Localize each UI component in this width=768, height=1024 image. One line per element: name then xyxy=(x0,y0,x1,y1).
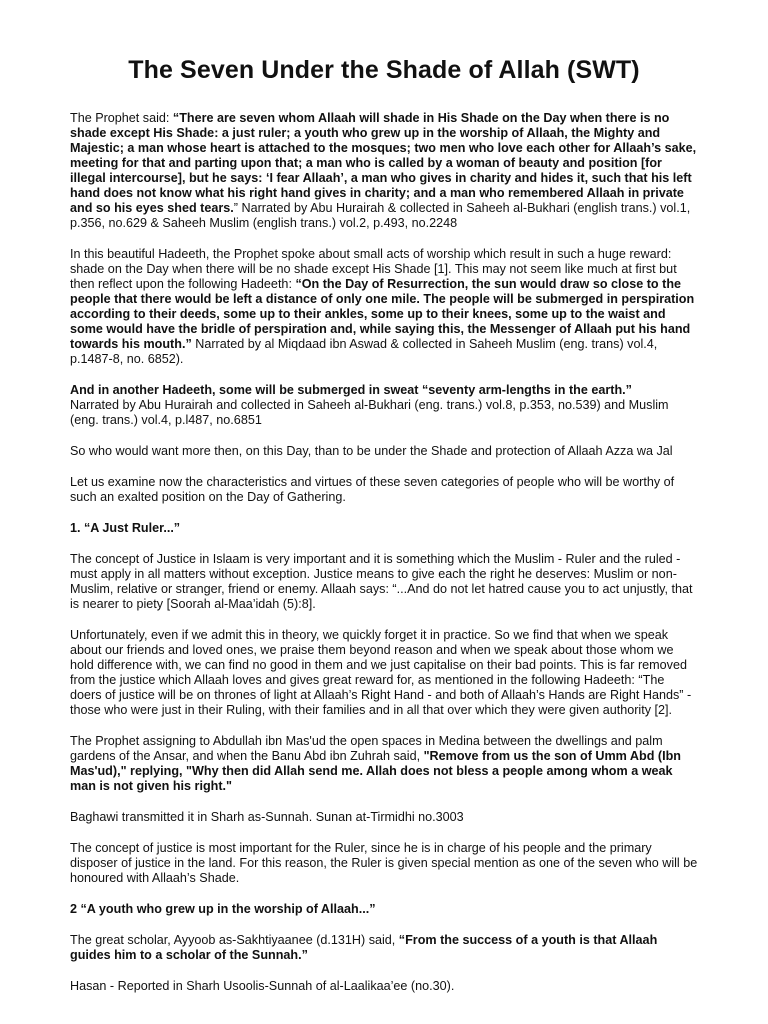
paragraph-ayyoob xyxy=(70,933,698,963)
paragraph-justice-concept: The concept of Justice in Islaam is very important and it is something which the Muslim - Ruler and the ruled - must apply in all matters without exception. Justice means to give each the right he deserves: Muslim or non-Muslim, relative or stranger, friend or enemy. Allaah says: “...And do not let hatred cause you to act unjustly, that is nearer to piety [Soorah al-Maa’idah (5):8]. xyxy=(70,552,693,611)
paragraph-shade-protection: So who would want more then, on this Day, than to be under the Shade and protection of Allaah Azza wa Jal xyxy=(70,444,673,458)
document-title: The Seven Under the Shade of Allah (SWT) xyxy=(128,56,640,84)
paragraph-hadith-seven xyxy=(70,111,698,231)
hadith-quote: “On the Day of Resurrection, the sun would draw so close to the people that there would be left a distance of only one mile. The people will be submerged in perspiration according to their deeds, some up to their ankles, some up to their knees, some up to the waist and some would have the bridle of perspiration and, while saying this, the Messenger of Allaah put his hand towards his mouth.” xyxy=(70,277,695,351)
section-heading-youth: 2 “A youth who grew up in the worship of Allaah...” xyxy=(70,902,376,916)
hadith-reference: Narrated by al Miqdaad ibn Aswad & collected in Saheeh Muslim (eng. trans) vol.4, p.1487-8, no. 6852). xyxy=(70,337,658,366)
hadith-quote: “There are seven whom Allaah will shade in His Shade on the Day when there is no shade except His Shade: a just ruler; a youth who grew up in the worship of Allaah, the Mighty and Majestic; a man whose heart is attached to the mosques; two men who love each other for Allaah’s sake, meeting for that and parting upon that; a man who is called by a woman of beauty and position [for illegal intercourse], but he says: ‘I fear Allaah’, a man who gives in charity and hides it, such that his left hand does not know what his right hand gives in charity; and a man who remembered Allaah in private and so his eyes shed tears. xyxy=(70,111,697,215)
paragraph-resurrection xyxy=(70,247,698,367)
paragraph-baghawi: Baghawi transmitted it in Sharh as-Sunnah. Sunan at-Tirmidhi no.3003 xyxy=(70,810,464,824)
section-heading-just-ruler: 1. “A Just Ruler...” xyxy=(70,521,181,535)
paragraph-intro: The Prophet said: xyxy=(70,111,173,125)
paragraph-intro: The Prophet assigning to Abdullah ibn Mas'ud the open spaces in Medina between the dwellings and palm gardens of the Ansar, and when the Banu Abd ibn Zuhrah said, xyxy=(70,734,663,763)
paragraph-examine: Let us examine now the characteristics and virtues of these seven categories of people who will be worthy of such an exalted position on the Day of Gathering. xyxy=(70,475,675,504)
hadith-reference: Narrated by Abu Hurairah and collected in Saheeh al-Bukhari (eng. trans.) vol.8, p.353, no.539) and Muslim (eng. trans.) vol.4, p.l487, no.6851 xyxy=(70,398,669,427)
hadith-quote: And in another Hadeeth, some will be submerged in sweat “seventy arm-lengths in the earth.” xyxy=(70,383,632,397)
paragraph-intro: The great scholar, Ayyoob as-Sakhtiyaanee (d.131H) said, xyxy=(70,933,399,947)
hadith-reference: ” Narrated by Abu Hurairah & collected in Saheeh al-Bukhari (english trans.) vol.1, p.356, no.629 & Saheeh Muslim (english trans.) vol.2, p.493, no.2248 xyxy=(70,201,691,230)
paragraph-unfortunately: Unfortunately, even if we admit this in theory, we quickly forget it in practice. So we find that when we speak about our friends and loved ones, we praise them beyond reason and when we speak about those whom we hold difference with, we can find no good in them and we just capitalise on their bad points. This is far removed from the justice which Allaah loves and gives great reward for, as mentioned in the following Hadeeth: “The doers of justice will be on thrones of light at Allaah’s Right Hand - and both of Allaah’s Hands are Right Hands” - those who were just in their Ruling, with their families and in all that over which they were given authority [2]. xyxy=(70,628,692,717)
paragraph-ruler-importance: The concept of justice is most important for the Ruler, since he is in charge of his people and the primary disposer of justice in the land. For this reason, the Ruler is given special mention as one of the seven who will be honoured with Allaah’s Shade. xyxy=(70,841,698,885)
paragraph-abdullah xyxy=(70,734,698,794)
paragraph-sweat xyxy=(70,383,698,428)
paragraph-hasan: Hasan - Reported in Sharh Usoolis-Sunnah of al-Laalikaa’ee (no.30). xyxy=(70,979,455,993)
paragraph-intro: In this beautiful Hadeeth, the Prophet spoke about small acts of worship which result in such a huge reward: shade on the Day when there will be no shade except His Shade [1]. This may not seem like much at first but then reflect upon the following Hadeeth: xyxy=(70,247,677,291)
hadith-quote: "Remove from us the son of Umm Abd (Ibn Mas'ud)," replying, "Why then did Allah send me. Allah does not bless a people among whom a weak man is not given his right." xyxy=(70,749,681,793)
hadith-quote: “From the success of a youth is that Allaah guides him to a scholar of the Sunnah.” xyxy=(70,933,658,962)
